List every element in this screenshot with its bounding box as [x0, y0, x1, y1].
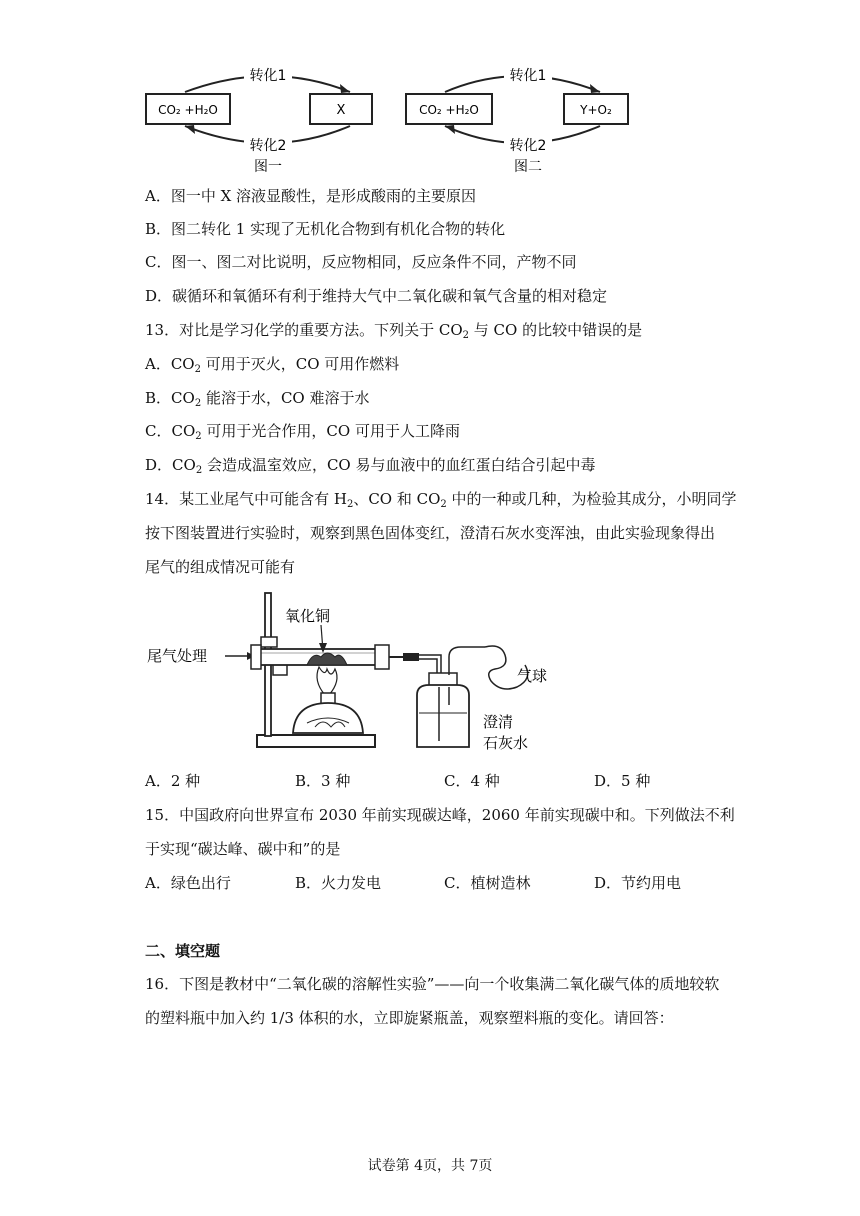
cycle-figure-1: [140, 62, 400, 177]
label-balloon: 气球: [517, 667, 548, 685]
q12-option-b: B．图二转化 1 实现了无机化合物到有机化合物的转化: [145, 220, 506, 238]
cycle2-right-text: Y+O₂: [580, 103, 612, 117]
q15-option-b: B．火力发电: [295, 874, 382, 892]
cycle2-caption: 图二: [514, 159, 542, 175]
apparatus-figure: [145, 585, 575, 760]
q13-option-a: A．$CO_2$ 可用于灭火，CO 可用作燃料: [145, 355, 400, 375]
stand-base: [257, 735, 375, 747]
q15-option-d: D．节约用电: [594, 874, 682, 892]
q13-option-b: B．$CO_2$ 能溶于水，CO 难溶于水: [145, 389, 370, 409]
cycle-figure-2: [400, 62, 640, 177]
cycle2-top-label: 转化1: [509, 68, 547, 84]
q15-option-a: A．绿色出行: [145, 874, 231, 892]
q13-stem: 13．对比是学习化学的重要方法。下列关于 $CO_2$ 与 CO 的比较中错误的是: [145, 321, 643, 341]
q14-option-a: A．2 种: [145, 772, 201, 790]
q12-option-d: D．碳循环和氧循环有利于维持大气中二氧化碳和氧气含量的相对稳定: [145, 287, 608, 305]
label-limewater-2: 石灰水: [483, 734, 529, 752]
q14-option-c: C．4 种: [444, 772, 500, 790]
q16-stem-line-2: 的塑料瓶中加入约 1/3 体积的水，立即旋紧瓶盖，观察塑料瓶的变化。请回答：: [145, 1009, 674, 1027]
q13-option-c: C．$CO_2$ 可用于光合作用，CO 可用于人工降雨: [145, 422, 460, 442]
page-footer: 试卷第 4页，共 7页: [367, 1158, 493, 1174]
q13-option-d: D．$CO_2$ 会造成温室效应，CO 易与血液中的血红蛋白结合引起中毒: [145, 456, 596, 476]
cycle1-right-text: X: [336, 103, 346, 118]
flame: [317, 667, 337, 695]
q12-option-c: C．图一、图二对比说明，反应物相同，反应条件不同，产物不同: [145, 253, 577, 271]
gas-washing-bottle: [417, 685, 469, 747]
label-copper-oxide: 氧化铜: [285, 607, 331, 625]
q14-stem-line-1: 14．某工业尾气中可能含有 $H_2$、CO 和 $CO_2$ 中的一种或几种，为检验其成分，小明同学: [145, 490, 737, 510]
q14-option-d: D．5 种: [594, 772, 651, 790]
cycle1-caption: 图一: [254, 159, 282, 175]
q14-stem-line-3: 尾气的组成情况可能有: [145, 558, 296, 576]
cycle1-top-label: 转化1: [249, 68, 287, 84]
cycle2-bottom-label: 转化2: [509, 138, 547, 154]
q15-stem-line-2: 于实现“碳达峰、碳中和”的是: [145, 840, 341, 858]
cycle2-left-text: CO₂ +H₂O: [419, 103, 479, 117]
q15-option-c: C．植树造林: [444, 874, 531, 892]
q14-option-b: B．3 种: [295, 772, 351, 790]
section-title-fill-in: 二、填空题: [145, 942, 221, 960]
cycle1-bottom-label: 转化2: [249, 138, 287, 154]
q14-stem-line-2: 按下图装置进行实验时，观察到黑色固体变红，澄清石灰水变浑浊，由此实验现象得出: [145, 524, 716, 542]
q15-stem-line-1: 15．中国政府向世界宣布 2030 年前实现碳达峰，2060 年前实现碳中和。下列做法不利: [145, 806, 735, 824]
cycle1-left-text: CO₂ +H₂O: [158, 103, 218, 117]
label-limewater-1: 澄清: [483, 713, 514, 731]
q12-option-a: A．图一中 X 溶液显酸性，是形成酸雨的主要原因: [145, 187, 477, 205]
label-tail-gas: 尾气处理: [147, 647, 208, 665]
q16-stem-line-1: 16．下图是教材中“二氧化碳的溶解性实验”——向一个收集满二氧化碳气体的质地较软: [145, 975, 720, 993]
